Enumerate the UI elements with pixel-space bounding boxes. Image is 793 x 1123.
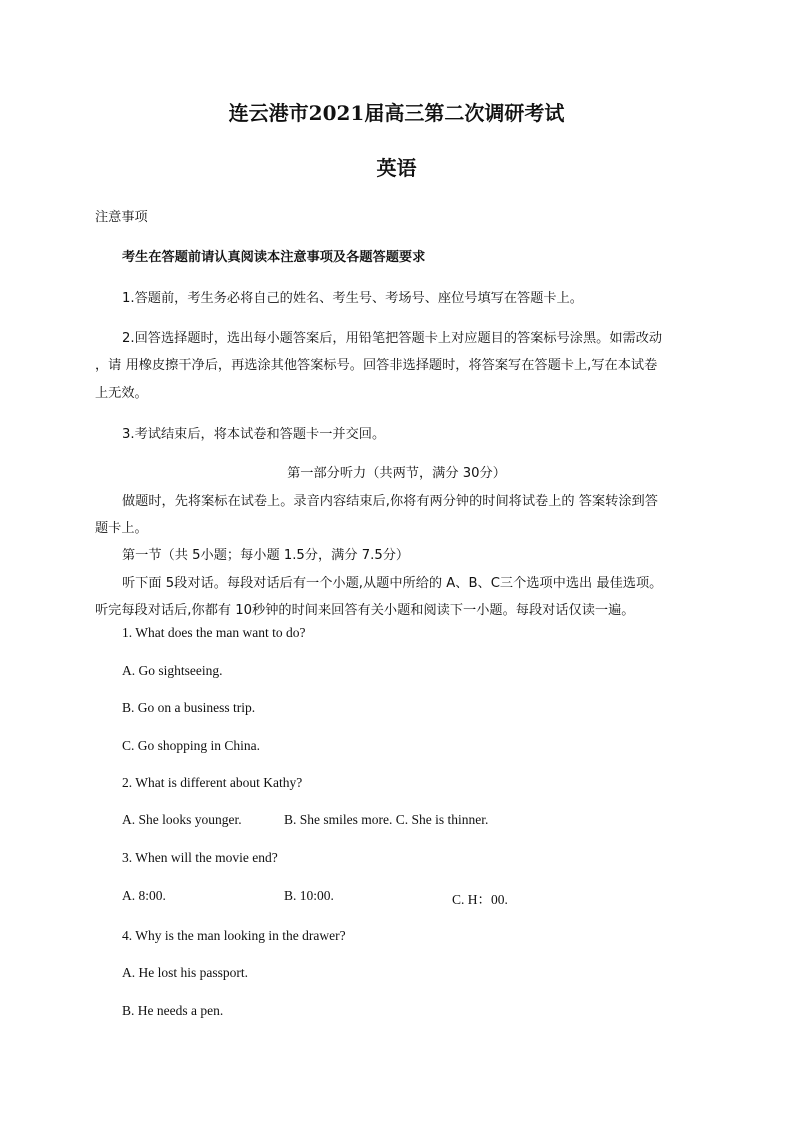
notes-item-1: 1.答题前，考生务必将自己的姓名、考生号、考场号、座位号填写在答题卡上。 xyxy=(122,291,583,306)
part-one-title: 第一部分听力（共两节，满分 30分） xyxy=(287,466,506,481)
question-3-option-a: A. 8:00. xyxy=(122,888,166,903)
question-2: 2. What is different about Kathy? xyxy=(122,775,303,790)
notes-subheading: 考生在答题前请认真阅读本注意事项及各题答题要求 xyxy=(122,250,426,265)
notes-heading: 注意事项 xyxy=(95,210,148,225)
part-one-instruction-line-1: 做题时，先将案标在试卷上。录音内容结束后,你将有两分钟的时间将试卷上的 答案转涂到答 xyxy=(122,494,658,509)
section-one-title: 第一节（共 5小题；每小题 1.5分，满分 7.5分） xyxy=(122,548,410,563)
notes-item-2-line-2: ，请 用橡皮擦干净后，再选涂其他答案标号。回答非选择题时，将答案写在答题卡上,写在本试卷 xyxy=(95,358,658,373)
question-1-option-c: C. Go shopping in China. xyxy=(122,738,261,753)
question-1: 1. What does the man want to do? xyxy=(122,625,306,640)
notes-item-2-line-3: 上无效。 xyxy=(95,386,148,401)
question-4-option-b: B. He needs a pen. xyxy=(122,1003,224,1018)
question-1-option-a: A. Go sightseeing. xyxy=(122,663,223,678)
notes-item-3: 3.考试结束后，将本试卷和答题卡一并交回。 xyxy=(122,427,386,442)
section-one-instruction-line-2: 听完每段对话后,你都有 10秒钟的时间来回答有关小题和阅读下一小题。每段对话仅读一遍。 xyxy=(95,603,635,618)
question-3: 3. When will the movie end? xyxy=(122,850,278,865)
question-2-options-b-c: B. She smiles more. C. She is thinner. xyxy=(284,812,489,827)
question-3-option-c: C. H：00. xyxy=(452,892,508,907)
exam-subject: 英语 xyxy=(376,156,417,180)
question-4-option-a: A. He lost his passport. xyxy=(122,965,248,980)
exam-title: 连云港市2021届高三第二次调研考试 xyxy=(228,101,565,125)
question-2-option-a: A. She looks younger. xyxy=(122,812,242,827)
question-4: 4. Why is the man looking in the drawer? xyxy=(122,928,346,943)
part-one-instruction-line-2: 题卡上。 xyxy=(95,521,148,536)
section-one-instruction-line-1: 听下面 5段对话。每段对话后有一个小题,从题中所给的 A、B、C三个选项中选出 最佳选项。 xyxy=(122,576,663,591)
notes-item-2-line-1: 2.回答选择题时，选出每小题答案后，用铅笔把答题卡上对应题目的答案标号涂黑。如需改动 xyxy=(122,331,663,346)
question-3-option-b: B. 10:00. xyxy=(284,888,334,903)
question-1-option-b: B. Go on a business trip. xyxy=(122,700,256,715)
